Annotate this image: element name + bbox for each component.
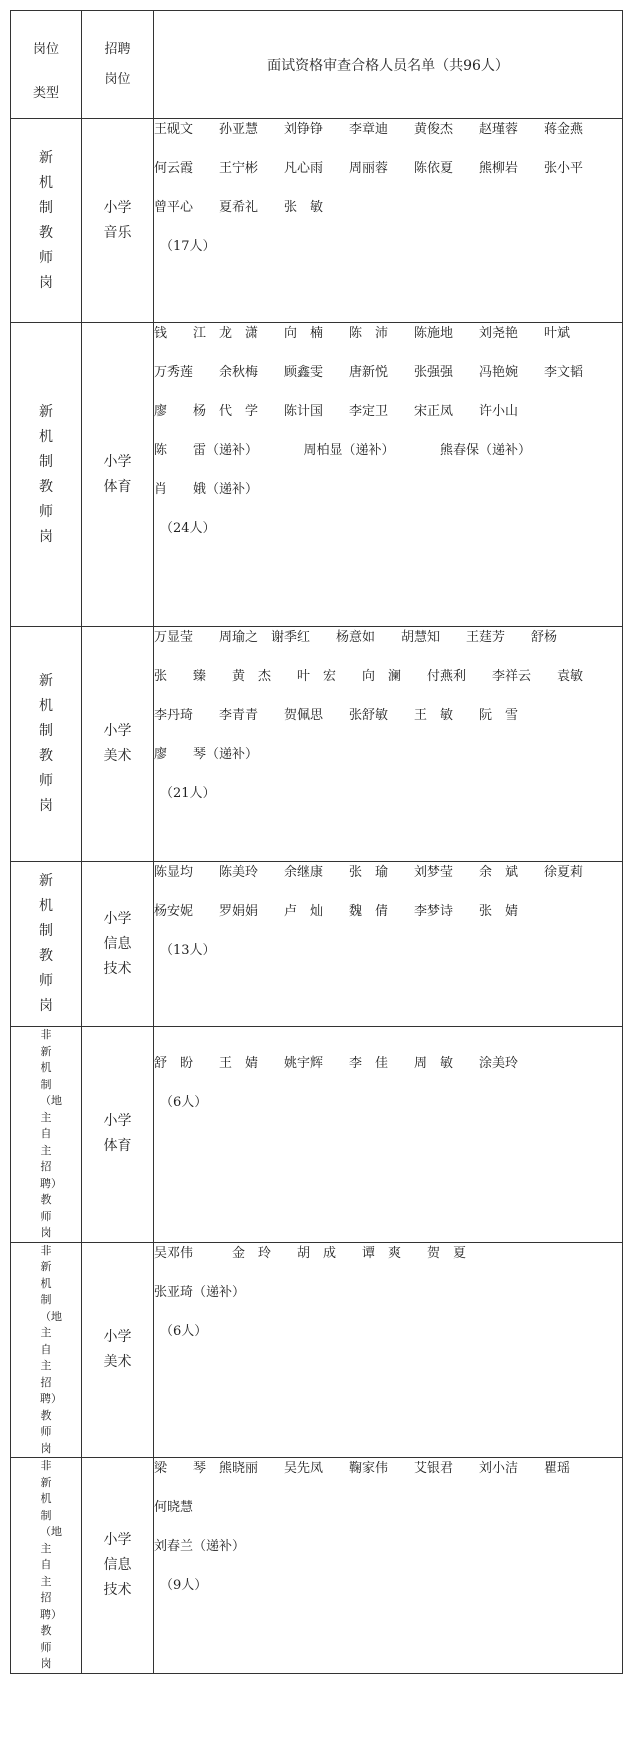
position-cell: [82, 1242, 154, 1458]
post-type-cell: [11, 862, 82, 1027]
head-count: （9人）: [160, 1578, 208, 1593]
header-name-list: 面试资格审查合格人员名单（共96人）: [154, 11, 623, 119]
name-line: 万显莹 周瑜之 谢季红 杨意如 胡慧知 王莛芳 舒杨: [154, 630, 558, 645]
name-line: 张亚琦（递补）: [154, 1284, 246, 1300]
post-type: 新机制教师岗: [38, 873, 53, 1014]
head-count: （6人）: [160, 1323, 208, 1339]
position-cell: [82, 119, 154, 323]
position: 小学音乐: [103, 199, 132, 241]
section-row: [11, 1242, 623, 1458]
name-list-cell: [154, 862, 623, 1027]
position: 小学美术: [103, 723, 132, 764]
post-type-cell: [11, 323, 82, 627]
position: 小学美术: [103, 1328, 132, 1370]
head-count: （24人）: [160, 521, 216, 536]
head-count: （17人）: [160, 239, 216, 254]
name-line: 张 臻 黄 杰 叶 宏 向 澜 付燕利 李祥云 袁敏: [154, 669, 584, 684]
name-line: 廖 杨 代 学 陈计国 李定卫 宋正凤 许小山: [154, 404, 519, 419]
post-type: 非新机制（地主自主招聘）教师岗: [39, 1028, 62, 1239]
name-line: 肖 娥（递补）: [154, 482, 259, 497]
header-post-type: [11, 11, 82, 119]
section-row: [11, 1027, 623, 1243]
section-row: [11, 323, 623, 627]
post-type: 非新机制（地主自主招聘）教师岗: [39, 1459, 62, 1670]
position: 小学体育: [103, 453, 132, 495]
header-row: [11, 11, 623, 119]
section-row: [11, 1458, 623, 1674]
post-type-cell: [11, 1458, 82, 1674]
position-cell: [82, 1458, 154, 1674]
name-line: 陈 雷（递补） 周柏显（递补） 熊春保（递补）: [154, 443, 532, 458]
section-row: [11, 627, 623, 862]
name-line: 吴邓伟 金 玲 胡 成 谭 爽 贺 夏: [154, 1245, 467, 1261]
name-line: 舒 盼 王 婧 姚宇辉 李 佳 周 敏 涂美玲: [154, 1056, 519, 1071]
post-type-cell: [11, 1027, 82, 1243]
head-count: （13人）: [160, 943, 216, 958]
head-count: （21人）: [160, 786, 216, 801]
position: 小学信息技术: [103, 910, 132, 977]
position-cell: [82, 627, 154, 862]
post-type: 新机制教师岗: [38, 673, 53, 814]
name-line: 梁 琴 熊晓丽 吴先凤 鞠家伟 艾银君 刘小洁 瞿瑶: [154, 1461, 571, 1476]
name-line: 何晓慧: [154, 1500, 194, 1515]
header-post-type-line1: 岗位: [32, 41, 59, 57]
name-line: 杨安妮 罗娟娟 卢 灿 魏 倩 李梦诗 张 婧: [154, 904, 519, 919]
header-recruit-post-line2: 岗位: [104, 71, 131, 87]
post-type-cell: [11, 1242, 82, 1458]
position-cell: [82, 862, 154, 1027]
qualified-list-table: [10, 10, 623, 1674]
position: 小学信息技术: [103, 1531, 132, 1598]
post-type: 非新机制（地主自主招聘）教师岗: [39, 1243, 62, 1455]
name-list-cell: [154, 119, 623, 323]
section-row: [11, 862, 623, 1027]
head-count: （6人）: [160, 1095, 208, 1110]
name-list-cell: [154, 1027, 623, 1243]
header-recruit-post: [82, 11, 154, 119]
name-line: 万秀莲 余秋梅 顾鑫雯 唐新悦 张强强 冯艳婉 李文韬: [154, 365, 584, 380]
section-row: [11, 119, 623, 323]
name-line: 陈显均 陈美玲 余继康 张 瑜 刘梦莹 余 斌 徐夏莉: [154, 865, 584, 880]
name-line: 李丹琦 李青青 贺佩思 张舒敏 王 敏 阮 雪: [154, 708, 519, 723]
name-list-cell: [154, 323, 623, 627]
post-type-cell: [11, 627, 82, 862]
position: 小学体育: [103, 1113, 132, 1155]
post-type-cell: [11, 119, 82, 323]
position-cell: [82, 1027, 154, 1243]
name-line: 刘春兰（递补）: [154, 1539, 246, 1554]
name-line: 曾平心 夏希礼 张 敏: [154, 200, 324, 215]
name-line: 廖 琴（递补）: [154, 747, 259, 762]
position-cell: [82, 323, 154, 627]
post-type: 新机制教师岗: [38, 403, 53, 545]
name-line: 王砚文 孙亚慧 刘铮铮 李章迪 黄俊杰 赵瑾蓉 蒋金燕: [154, 122, 584, 137]
header-recruit-post-line1: 招聘: [104, 41, 131, 57]
header-post-type-line2: 类型: [32, 85, 59, 101]
name-list-cell: [154, 1242, 623, 1458]
name-line: 何云霞 王宁彬 凡心雨 周丽蓉 陈依夏 熊柳岩 张小平: [154, 161, 584, 176]
name-list-cell: [154, 627, 623, 862]
post-type: 新机制教师岗: [38, 149, 53, 291]
name-list-cell: [154, 1458, 623, 1674]
name-line: 钱 江 龙 潇 向 楠 陈 沛 陈施地 刘尧艳 叶斌: [154, 326, 571, 341]
